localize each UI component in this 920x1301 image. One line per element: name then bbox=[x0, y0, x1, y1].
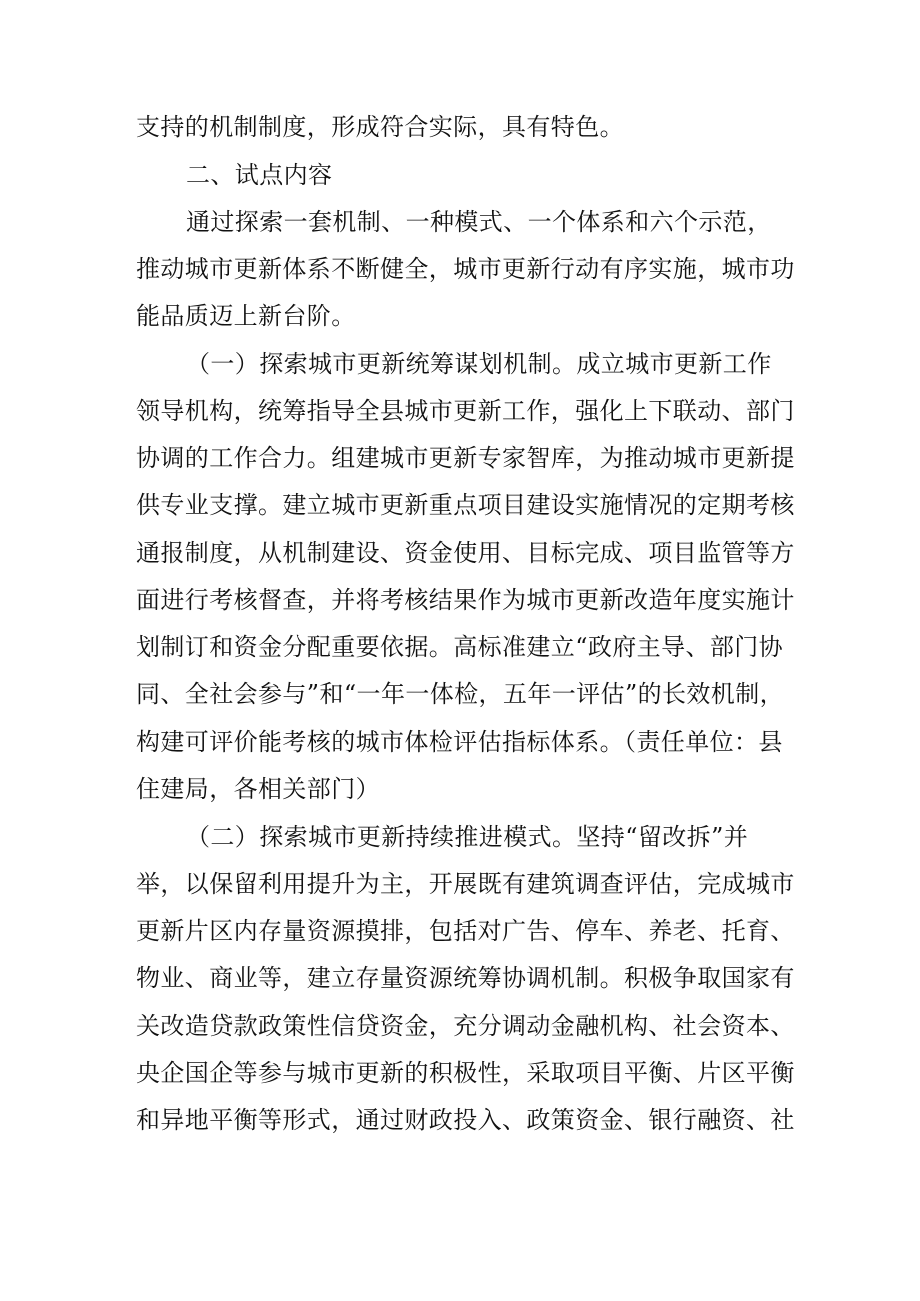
text-line: 供专业支撑。建立城市更新重点项目建设实施情况的定期考核 bbox=[136, 491, 795, 519]
text-line: 协调的工作合力。组建城市更新专家智库，为推动城市更新提 bbox=[136, 444, 795, 472]
text-line: 构建可评价能考核的城市体检评估指标体系。（责任单位：县 bbox=[136, 728, 783, 756]
text-line: 通报制度，从机制建设、资金使用、目标完成、项目监管等方 bbox=[136, 539, 795, 567]
text-line: 更新片区内存量资源摸排，包括对广告、停车、养老、托育、 bbox=[136, 917, 795, 945]
text-line: 面进行考核督查，并将考核结果作为城市更新改造年度实施计 bbox=[136, 586, 795, 614]
text-line: 央企国企等参与城市更新的积极性，采取项目平衡、片区平衡 bbox=[136, 1059, 795, 1087]
text-line: 支持的机制制度，形成符合实际，具有特色。 bbox=[136, 113, 624, 141]
text-line: 通过探索一套机制、一种模式、一个体系和六个示范， bbox=[186, 208, 772, 236]
text-line: 划制订和资金分配重要依据。高标准建立“政府主导、部门协 bbox=[136, 633, 784, 661]
text-line: 能品质迈上新台阶。 bbox=[136, 302, 356, 330]
section-heading: 二、试点内容 bbox=[186, 161, 333, 189]
text-line: 领导机构，统筹指导全县城市更新工作，强化上下联动、部门 bbox=[136, 397, 795, 425]
text-line: 住建局，各相关部门） bbox=[136, 775, 380, 803]
text-line: 举，以保留利用提升为主，开展既有建筑调查评估，完成城市 bbox=[136, 870, 795, 898]
text-line: 同、全社会参与”和“一年一体检，五年一评估”的长效机制， bbox=[136, 680, 785, 708]
text-line: 物业、商业等，建立存量资源统筹协调机制。积极争取国家有 bbox=[136, 964, 795, 992]
text-line: （二）探索城市更新持续推进模式。坚持“留改拆”并 bbox=[186, 823, 749, 851]
text-line: 和异地平衡等形式，通过财政投入、政策资金、银行融资、社 bbox=[136, 1106, 795, 1134]
text-line: 推动城市更新体系不断健全，城市更新行动有序实施，城市功 bbox=[136, 255, 795, 283]
text-line: （一）探索城市更新统筹谋划机制。成立城市更新工作 bbox=[186, 350, 772, 378]
text-line: 关改造贷款政策性信贷资金，充分调动金融机构、社会资本、 bbox=[136, 1012, 795, 1040]
